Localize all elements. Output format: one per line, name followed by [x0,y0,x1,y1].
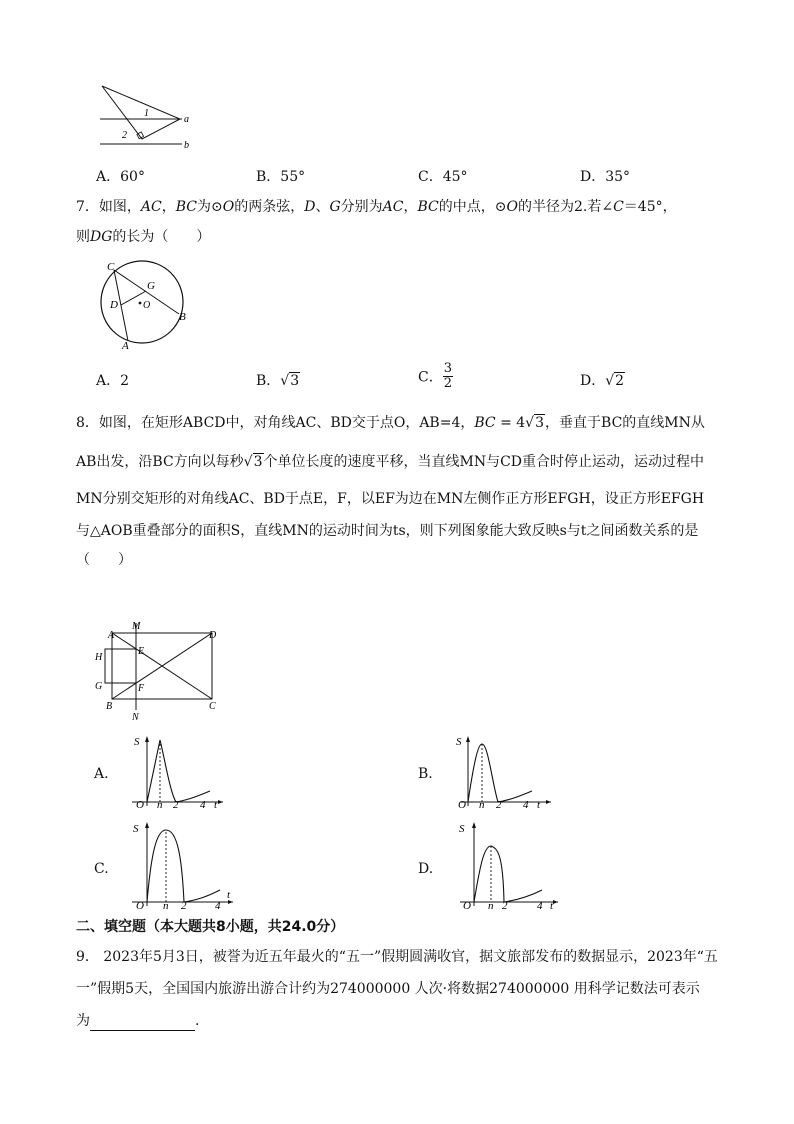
q8-rectangle-figure [90,618,230,726]
point-a-label: A [122,340,129,350]
section-title: 二、填空题（本大题共8小题，共24.0分） [76,919,345,935]
tick-2-label: 2 [181,900,187,912]
sqrt-expression: √3 [280,373,300,389]
option-letter: C． [418,369,443,386]
origin-label: O [463,900,471,912]
option-letter: B． [256,169,281,185]
axis-t-label: t [214,799,218,810]
point-f-label: F [138,683,145,694]
origin-label: O [458,799,466,810]
option-value: 55° [280,169,306,185]
axis-t-label: t [537,799,541,810]
point-c-label: C [209,701,216,712]
sqrt-expression: √2 [605,373,625,389]
tick-n-label: n [157,799,163,810]
option-letter: A． [96,373,121,389]
point-h-label: H [95,652,103,663]
q8-option-d[interactable]: D. [418,861,434,877]
tick-n-label: n [163,900,169,912]
origin-label: O [136,799,144,810]
point-g-label: G [95,681,103,692]
tick-4-label: 4 [523,799,529,810]
q8-stem-line3: MN分别交矩形的对角线AC、BD于点E，F，以EF为边在MN左侧作正方形EFGH，设正方形EFGH [76,491,705,507]
tick-2-label: 2 [173,799,179,810]
point-d-label: D [110,299,118,311]
q7-stem-line1: 7．如图，AC，BC为⊙O的两条弦，D、G分别为AC，BC的中点，⊙O的半径为2.若∠C＝45°， [76,199,677,215]
q8-option-a[interactable]: A. [94,766,109,782]
axis-s-label: S [133,823,139,835]
origin-label: O [136,900,144,912]
q8-graph-a[interactable] [118,732,228,810]
q6-option-c[interactable] [418,166,468,186]
option-value: 45° [442,169,468,185]
q6-option-b[interactable] [256,166,305,186]
option-letter: C． [418,169,443,185]
q9-stem-line1: 9． 2023年5月3日，被誉为近五年最火的“五一”假期圆满收官，据文旅部发布的数据显示，2023年“五 [76,949,718,965]
q7-option-b[interactable] [256,370,300,390]
tick-4-label: 4 [537,900,543,912]
option-value: 60° [120,169,145,185]
q8-stem-line5: （ ） [76,552,132,568]
q6-option-d[interactable] [580,166,630,186]
axis-s-label: S [456,736,462,748]
point-m-label: M [132,621,141,632]
axis-t-label: t [550,900,554,912]
point-o-label: O [143,300,151,311]
q8-graph-c[interactable] [118,816,238,912]
axis-t-label: t [227,889,231,901]
tick-n-label: n [488,900,494,912]
q9-stem-line3: 为 . [76,1013,200,1029]
option-value: 35° [605,169,631,185]
point-b-label: B [179,311,186,323]
angle-1-label: 1 [144,108,149,119]
line-b-label: b [184,140,189,151]
q7-option-d[interactable] [580,370,625,390]
tick-4-label: 4 [215,900,221,912]
q8-stem-line1: 8．如图，在矩形ABCD中，对角线AC、BD交于点O，AB=4，BC = 4√3，垂直于BC的直线MN从 [76,415,705,431]
tick-2-label: 2 [496,799,502,810]
tick-4-label: 4 [200,799,206,810]
point-n-label: N [132,712,139,723]
fraction: $\frac{3}{2}$ [443,361,452,391]
point-a-label: A [108,630,115,641]
tick-n-label: n [479,799,485,810]
angle-2-label: 2 [122,130,127,141]
q7-stem-line2: 则DG的长为（ ） [76,229,211,245]
q7-option-c[interactable] [418,362,453,391]
axis-s-label: S [134,736,140,748]
option-letter: B． [256,373,281,389]
q8-graph-b[interactable] [446,732,556,810]
q7-circle-figure [92,258,197,350]
option-letter: D． [580,373,606,389]
q8-stem-line2: AB出发，沿BC方向以每秒√3个单位长度的速度平移，当直线MN与CD重合时停止运动，运动过程中 [76,454,705,470]
option-letter: A． [96,169,121,185]
axis-s-label: S [459,823,465,835]
point-g-label: G [147,280,155,292]
point-e-label: E [138,646,145,657]
q6-figure [92,78,202,152]
tick-2-label: 2 [502,900,508,912]
point-b-label: B [106,701,113,712]
option-letter: D． [580,169,606,185]
answer-blank[interactable] [90,1016,195,1031]
q8-stem-line4: 与△AOB重叠部分的面积S，直线MN的运动时间为ts，则下列图象能大致反映s与t之间函数关系的是 [76,523,699,539]
line-a-label: a [184,114,189,125]
q6-option-a[interactable] [96,166,145,186]
q8-option-b[interactable]: B. [418,766,433,782]
q8-graph-d[interactable] [446,816,566,912]
point-d-label: D [209,630,217,641]
option-value: 2 [120,373,130,389]
q8-option-c[interactable]: C. [94,861,109,877]
point-c-label: C [107,261,115,273]
q7-option-a[interactable] [96,370,129,390]
q9-stem-line2: 一”假期5天，全国国内旅游出游合计约为274000000 人次·将数据274000000 用科学记数法可表示 [76,981,700,997]
